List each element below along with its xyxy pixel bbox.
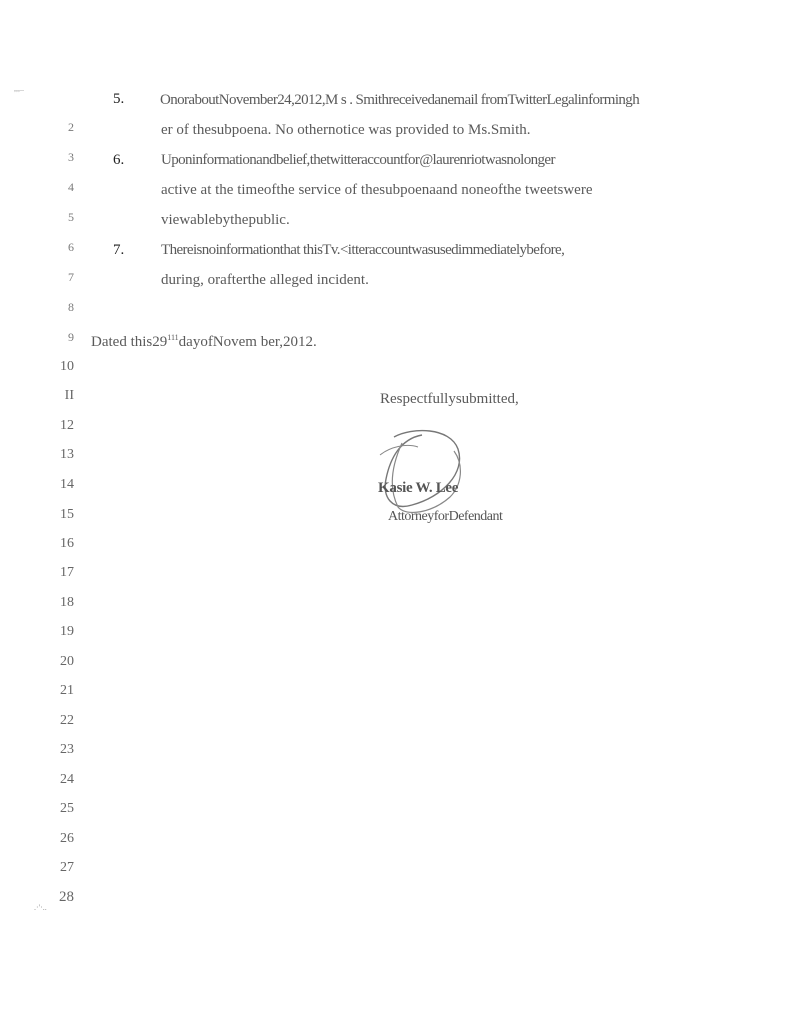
line-number: 4 (68, 180, 74, 194)
paragraph-line: during, orafterthe alleged incident. (161, 272, 369, 288)
line-number: 5 (68, 210, 74, 224)
paragraph-line: Thereisnoinformationthat thisTv.<itteraccountwasusedimmediatelybefore, (161, 242, 565, 258)
line-number: 12 (60, 418, 74, 433)
line-number: 28 (59, 889, 74, 905)
line-number: 23 (60, 742, 74, 757)
dated-line (91, 333, 317, 351)
dated-prefix: Dated this29 (91, 334, 168, 350)
line-number: 14 (60, 477, 74, 492)
signer-name: Kasie W. Lee (378, 480, 459, 496)
line-number: 3 (68, 150, 74, 164)
line-number: 25 (60, 801, 74, 816)
paragraph-line: Uponinformationandbelief,thetwitteraccountfor@laurenriotwasnolonger (161, 152, 555, 168)
margin-mark-bottom: .·'·.. (34, 903, 47, 912)
paragraph-line: viewablebythepublic. (161, 212, 290, 228)
paragraph-line: OnoraboutNovember24,2012,M s . Smithreceivedanemail fromTwitterLegalinformingh (160, 92, 640, 108)
signer-title: AttorneyforDefendant (388, 509, 503, 524)
line-number: 27 (60, 860, 74, 875)
line-number: 18 (60, 595, 74, 610)
dated-suffix: dayofNovem ber,2012. (178, 334, 317, 350)
line-number: 26 (60, 831, 74, 846)
handwritten-signature (372, 425, 472, 517)
line-number: 22 (60, 713, 74, 728)
line-number: 17 (60, 565, 74, 580)
line-number: 9 (68, 330, 74, 344)
closing-text: Respectfullysubmitted, (380, 391, 519, 407)
line-number: 13 (60, 447, 74, 462)
paragraph-line: active at the timeofthe service of thesubpoenaand noneofthe tweetswere (161, 182, 593, 198)
line-number: 2 (68, 120, 74, 134)
line-number: 6 (68, 240, 74, 254)
line-number: 8 (68, 300, 74, 314)
paragraph-number: 6. (113, 152, 125, 168)
margin-mark-top: ,,,.. (14, 84, 24, 93)
line-number: 24 (60, 772, 74, 787)
paragraph-line: er of thesubpoena. No othernotice was provided to Ms.Smith. (161, 122, 531, 138)
line-number: 15 (60, 507, 74, 522)
line-number: 16 (60, 536, 74, 551)
line-number: 7 (68, 270, 74, 284)
line-number: 21 (60, 683, 74, 698)
line-number: 20 (60, 654, 74, 669)
dated-superscript: 111 (167, 333, 179, 342)
line-number: 19 (60, 624, 74, 639)
line-number: 10 (60, 359, 74, 374)
line-number: II (64, 388, 74, 403)
paragraph-number: 5. (113, 91, 125, 107)
paragraph-number: 7. (113, 242, 125, 258)
